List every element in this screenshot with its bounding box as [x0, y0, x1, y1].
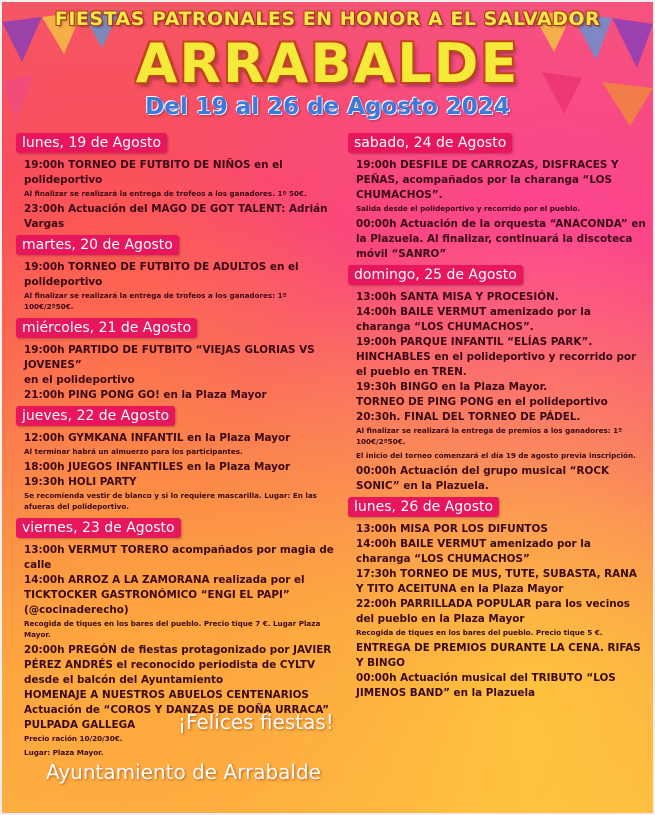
event-item: 20:30h. FINAL DEL TORNEO DE PÁDEL.: [356, 411, 581, 423]
event-note: Recogida de tiques en los bares del pueblo. Precio tique 5 €.: [356, 628, 603, 637]
event-note: Recogida de tiques en los bares del pueblo. Precio tique 7 €. Lugar Plaza Mayor.: [24, 619, 321, 639]
event-item: 00:00h Actuación del grupo musical “ROCK SONIC” en la Plazuela.: [356, 465, 610, 492]
day-label: jueves, 22 de Agosto: [16, 406, 175, 426]
festival-title: FIESTAS PATRONALES EN HONOR A EL SALVADOR: [54, 8, 601, 30]
event-item: 17:30h TORNEO DE MUS, TUTE, SUBASTA, RANA Y TITO ACEITUNA en la Plaza Mayor: [356, 568, 637, 595]
event-item: 19:00h TORNEO DE FUTBITO DE ADULTOS en el polideportivo: [24, 261, 299, 288]
event-item: 12:00h GYMKANA INFANTIL en la Plaza Mayor: [24, 432, 291, 444]
event-note: El inicio del torneo comenzará el día 19 de agosto previa inscripción.: [356, 451, 636, 460]
event-item: 13:00h SANTA MISA Y PROCESIÓN.: [356, 291, 559, 303]
event-item: 00:00h Actuación de la orquesta “ANACONDA” en la Plazuela. Al finalizar, continuará la discoteca móvil “SANRO”: [356, 218, 646, 260]
day-label: miércoles, 21 de Agosto: [16, 318, 197, 338]
event-item: 19:00h PARTIDO DE FUTBITO “VIEJAS GLORIAS VS JOVENES”: [24, 344, 315, 371]
event-item: 23:00h Actuación del MAGO DE GOT TALENT: Adrián Vargas: [24, 203, 328, 230]
event-item: 19:00h TORNEO DE FUTBITO DE NIÑOS en el polideportivo: [24, 159, 283, 186]
event-item: PULPADA GALLEGA: [24, 719, 136, 731]
event-item: 18:00h JUEGOS INFANTILES en la Plaza Mayor: [24, 461, 291, 473]
event-note: Al finalizar se realizará la entrega de trofeos a los ganadores: 1º 100€/2º50€.: [24, 291, 287, 311]
event-item: 13:00h VERMUT TORERO acompañados por magia de calle: [24, 544, 334, 571]
day-block: [16, 403, 338, 512]
event-note: Al finalizar se realizará la entrega de premios a los ganadores: 1º 100€/2º50€.: [356, 426, 623, 446]
event-item: 19:30h HOLI PARTY: [24, 476, 137, 488]
event-note: Lugar: Plaza Mayor.: [24, 748, 104, 757]
event-note: Al finalizar se realizará la entrega de trofeos a los ganadores. 1º 50€.: [24, 189, 307, 198]
festival-dates: Del 19 al 26 de Agosto 2024: [145, 94, 510, 120]
event-item: 00:00h Actuación musical del TRIBUTO “LOS JIMENOS BAND” en la Plazuela: [356, 672, 616, 699]
town-name: ARRABALDE: [135, 32, 520, 95]
day-label: sabado, 24 de Agosto: [348, 133, 512, 153]
event-item: HOMENAJE A NUESTROS ABUELOS CENTENARIOS: [24, 689, 309, 701]
day-label: lunes, 26 de Agosto: [348, 497, 499, 517]
event-note: Salida desde el polideportivo y recorrido por el pueblo.: [356, 204, 581, 213]
event-item: 14:00h BAILE VERMUT amenizado por la charanga “LOS CHUMACHOS”.: [356, 306, 591, 333]
event-item: 14:00h BAILE VERMUT amenizado por la charanga “LOS CHUMACHOS”: [356, 538, 591, 565]
ayuntamiento-signature: Ayuntamiento de Arrabalde: [46, 760, 321, 784]
day-block: [348, 262, 646, 494]
day-block: [16, 232, 338, 312]
event-note: Se recomienda vestir de blanco y si lo requiere mascarilla. Lugar: En las afueras del polideportivo.: [24, 491, 317, 511]
day-block: [16, 315, 338, 403]
day-label: martes, 20 de Agosto: [16, 235, 179, 255]
event-item: 19:00h DESFILE DE CARROZAS, DISFRACES Y PEÑAS, acompañados por la charanga “LOS CHUMACHOS”.: [356, 159, 619, 201]
event-note: Al terminar habrá un almuerzo para los participantes.: [24, 447, 243, 456]
festival-poster: [2, 2, 653, 813]
event-item: ENTREGA DE PREMIOS DURANTE LA CENA. RIFAS Y BINGO: [356, 642, 641, 669]
event-item: 22:00h PARRILLADA POPULAR para los vecinos del pueblo en la Plaza Mayor: [356, 598, 630, 625]
event-item: 14:00h ARROZ A LA ZAMORANA realizada por el TICKTOCKER GASTRONÓMICO “ENGI EL PAPI” (@cocinaderecho): [24, 574, 305, 616]
event-item: 19:30h BINGO en la Plaza Mayor.: [356, 381, 548, 393]
event-item: 20:00h PREGÓN de fiestas protagonizado por JAVIER PÉREZ ANDRÉS el reconocido periodista de CYLTV desde el balcón del Ayuntamiento: [24, 644, 332, 686]
day-block: [348, 130, 646, 262]
day-block: [16, 130, 338, 232]
event-item: TORNEO DE PING PONG en el polideportivo: [356, 396, 608, 408]
event-item: Actuación de “COROS Y DANZAS DE DOÑA URRACA”: [24, 704, 330, 716]
felices-fiestas-text: ¡Felices fiestas!: [178, 710, 334, 734]
event-item: 13:00h MISA POR LOS DIFUNTOS: [356, 523, 548, 535]
schedule-left-column: [16, 130, 338, 761]
day-label: lunes, 19 de Agosto: [16, 133, 167, 153]
event-item: 19:00h PARQUE INFANTIL “ELÍAS PARK”. HINCHABLES en el polideportivo y recorrido por el pueblo en TREN.: [356, 336, 637, 378]
event-item: 21:00h PING PONG GO! en la Plaza Mayor: [24, 389, 267, 401]
day-label: viernes, 23 de Agosto: [16, 518, 181, 538]
schedule-right-column: [348, 130, 646, 701]
event-item: en el polideportivo: [24, 374, 135, 386]
day-label: domingo, 25 de Agosto: [348, 265, 523, 285]
day-block: [348, 494, 646, 701]
event-note: Precio ración 10/20/30€.: [24, 734, 123, 743]
